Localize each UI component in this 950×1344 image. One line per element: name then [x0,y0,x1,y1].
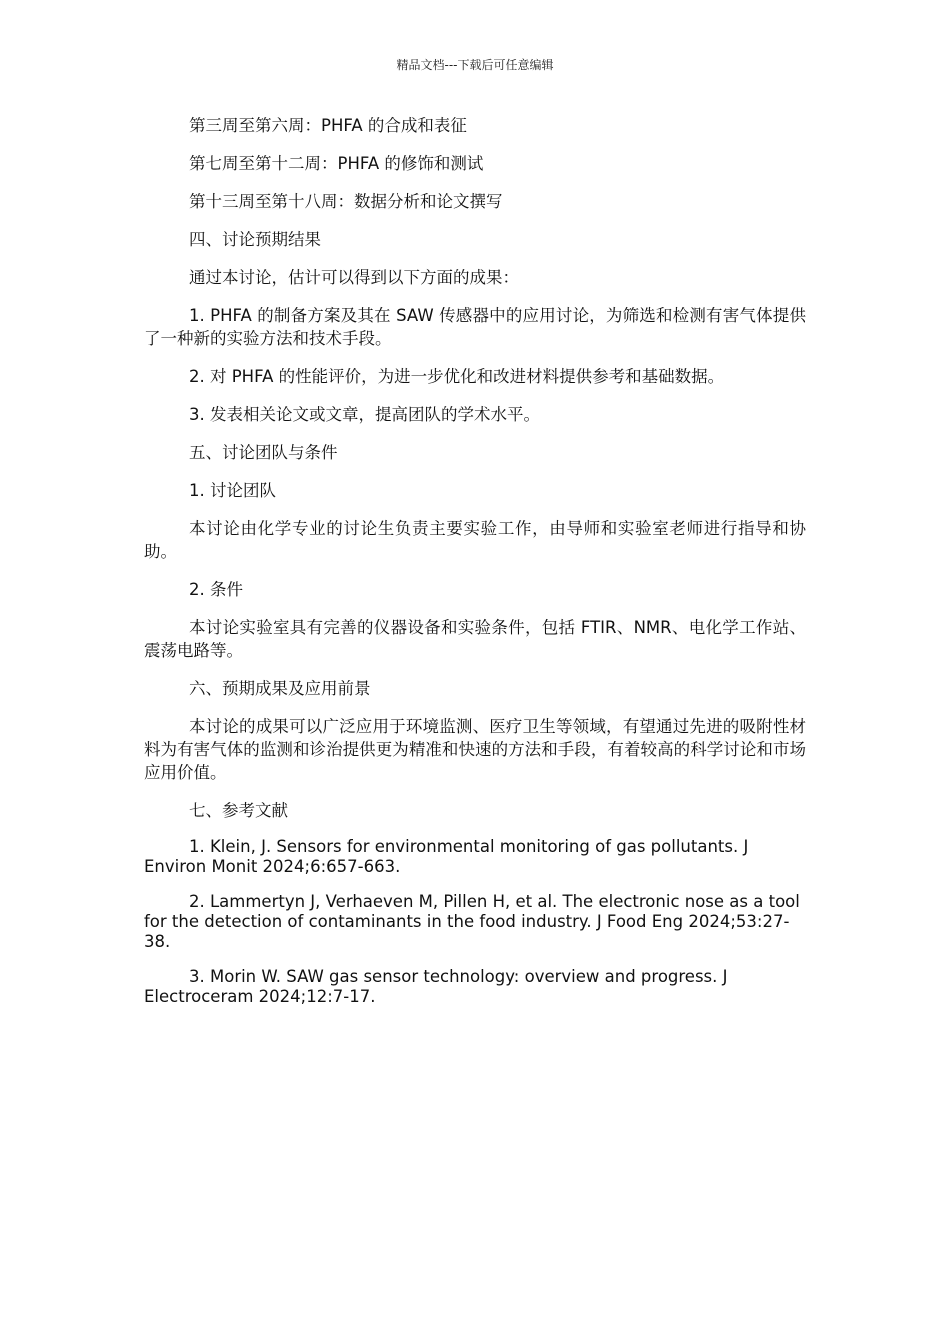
reference-item-2: 2. Lammertyn J, Verhaeven M, Pillen H, et al. The electronic nose as a tool for the detection of contaminants in the food industry. J Food Eng 2024;53:27-38. [144,892,800,951]
expected-result-item-3: 3. 发表相关论文或文章，提高团队的学术水平。 [189,405,540,424]
outcomes-description: 本讨论的成果可以广泛应用于环境监测、医疗卫生等领域，有望通过先进的吸附性材料为有害气体的监测和诊治提供更为精准和快速的方法和手段，有着较高的科学讨论和市场应用价值。 [144,717,806,782]
expected-result-item-2: 2. 对 PHFA 的性能评价，为进一步优化和改进材料提供参考和基础数据。 [189,367,725,386]
subheading-team: 1. 讨论团队 [189,481,276,500]
document-body [144,114,806,1022]
section-heading-team-conditions: 五、讨论团队与条件 [189,443,338,462]
page-header: 精品文档---下载后可任意编辑 [396,58,554,72]
reference-item-1: 1. Klein, J. Sensors for environmental monitoring of gas pollutants. J Environ Monit 2024;6:657-663. [144,837,749,876]
section-heading-expected-results: 四、讨论预期结果 [189,230,321,249]
schedule-week-13-18: 第十三周至第十八周：数据分析和论文撰写 [189,192,503,211]
section-heading-references: 七、参考文献 [189,801,288,820]
expected-result-item-1: 1. PHFA 的制备方案及其在 SAW 传感器中的应用讨论，为筛选和检测有害气体提供了一种新的实验方法和技术手段。 [144,306,806,348]
schedule-week-3-6: 第三周至第六周：PHFA 的合成和表征 [189,116,467,135]
schedule-week-7-12: 第七周至第十二周：PHFA 的修饰和测试 [189,154,484,173]
subheading-conditions: 2. 条件 [189,580,243,599]
section-heading-outcomes: 六、预期成果及应用前景 [189,679,371,698]
conditions-description: 本讨论实验室具有完善的仪器设备和实验条件，包括 FTIR、NMR、电化学工作站、震荡电路等。 [144,618,806,660]
reference-item-3: 3. Morin W. SAW gas sensor technology: overview and progress. J Electroceram 2024;12:7-17. [144,967,728,1006]
expected-results-intro: 通过本讨论，估计可以得到以下方面的成果： [189,268,519,287]
team-description: 本讨论由化学专业的讨论生负责主要实验工作，由导师和实验室老师进行指导和协助。 [144,519,806,561]
